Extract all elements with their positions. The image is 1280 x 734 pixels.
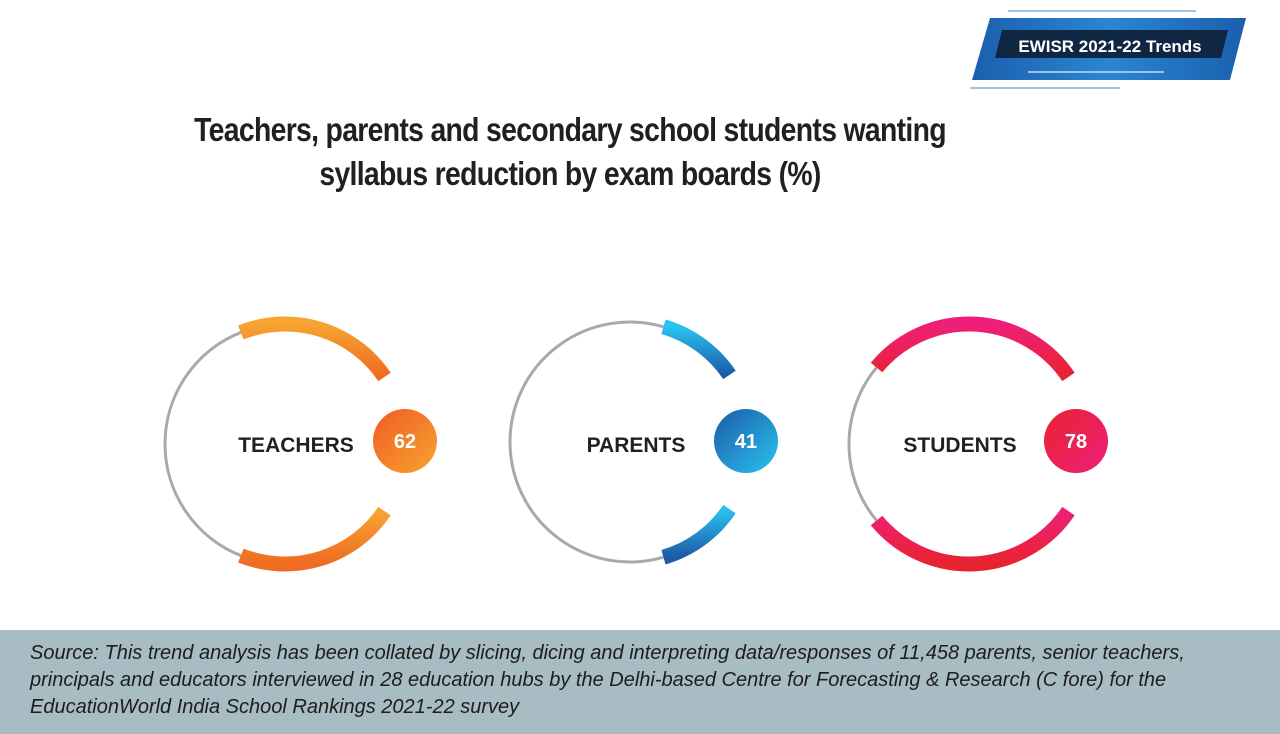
- donut-label-parents: PARENTS: [586, 434, 686, 457]
- donut-teachers: [165, 324, 437, 564]
- donut-track-teachers: [165, 332, 241, 555]
- value-label-teachers: 62: [393, 431, 417, 453]
- donut-students: [849, 324, 1108, 564]
- donut-arc-teachers-lower: [241, 511, 385, 564]
- value-label-students: 78: [1064, 431, 1088, 453]
- donut-arc-teachers-upper: [241, 324, 385, 377]
- chart-title-line-2: syllabus reduction by exam boards (%): [319, 155, 821, 192]
- source-footer: [0, 630, 1280, 734]
- donut-arc-parents-upper: [663, 327, 729, 375]
- donut-arc-parents-lower: [663, 509, 729, 557]
- donut-track-students: [849, 368, 877, 521]
- value-label-parents: 41: [734, 431, 758, 453]
- donut-label-students: STUDENTS: [903, 434, 1017, 457]
- donut-arc-students-lower: [877, 511, 1069, 564]
- donut-arc-students-upper: [877, 324, 1069, 377]
- badge-label: EWISR 2021-22 Trends: [1018, 37, 1202, 56]
- source-text: Source: This trend analysis has been collated by slicing, dicing and interpreting data/responses of 11,458 parents, senior teachers, principals and educators interviewed in 28 education hubs by the Delhi-based Centre for Forecasting & Research (C fore) for the EducationWorld India School Rankings 2021-22 survey: [30, 642, 1185, 718]
- donut-label-teachers: TEACHERS: [238, 434, 354, 457]
- chart-title-line-1: Teachers, parents and secondary school students wanting: [194, 111, 946, 148]
- donut-parents: [510, 322, 778, 562]
